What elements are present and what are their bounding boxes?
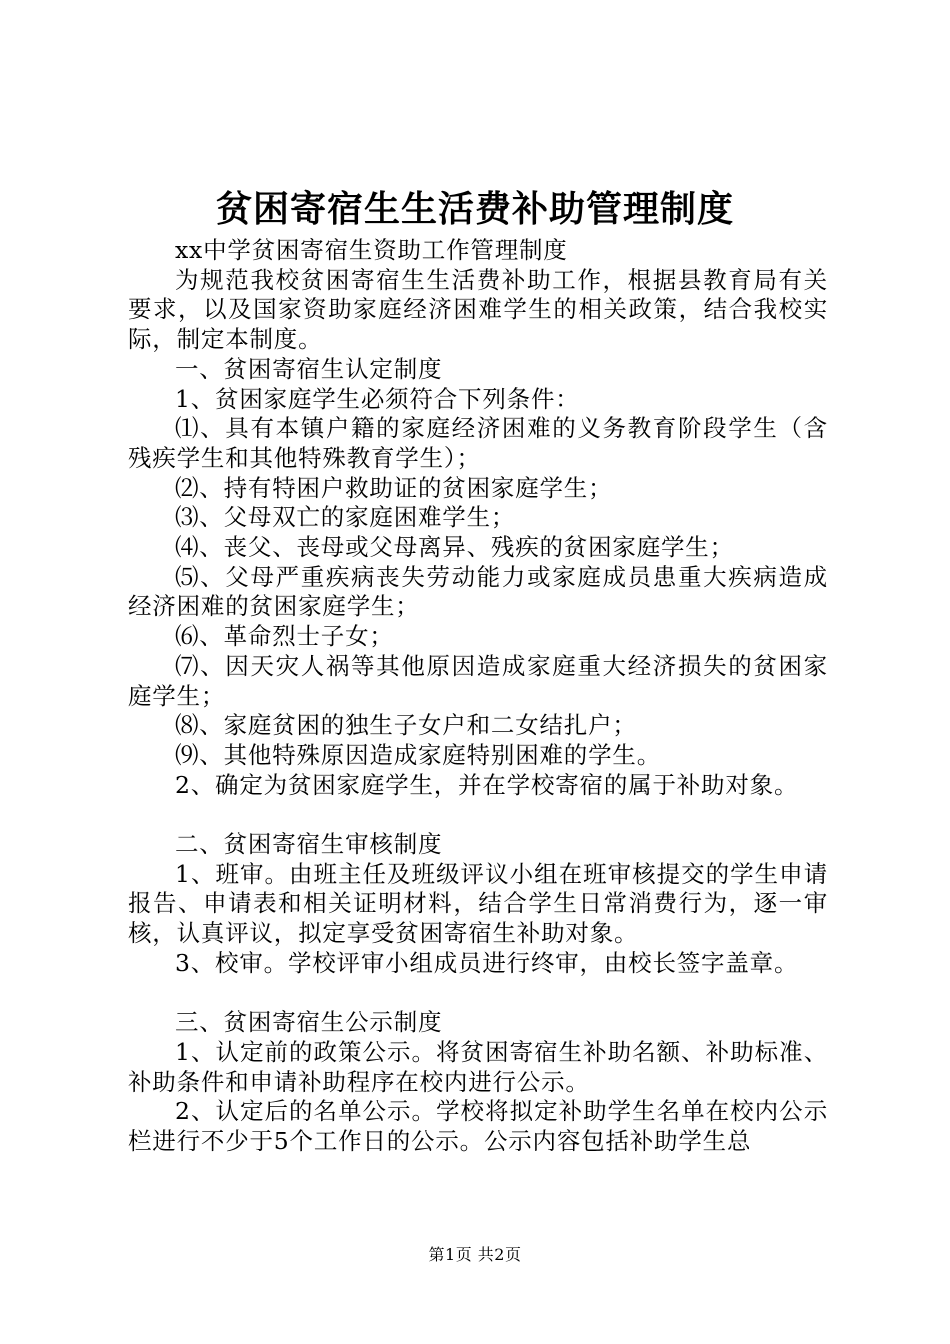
list-item: ⑷、丧父、丧母或父母离异、残疾的贫困家庭学生； xyxy=(175,533,734,562)
page-number: 第1页 共2页 xyxy=(428,1245,522,1264)
paragraph: 2、确定为贫困家庭学生，并在学校寄宿的属于补助对象。 xyxy=(175,770,799,799)
list-item: ⑶、父母双亡的家庭困难学生； xyxy=(175,503,516,532)
list-item: ⑻、家庭贫困的独生子女户和二女结扎户； xyxy=(175,711,637,740)
list-item: ⑺、因天灾人祸等其他原因造成家庭重大经济损失的贫困家庭学生； xyxy=(128,651,828,710)
paragraph: 1、贫困家庭学生必须符合下列条件： xyxy=(175,384,580,413)
paragraph: 为规范我校贫困寄宿生生活费补助工作，根据县教育局有关要求，以及国家资助家庭经济困难学生的相关政策，结合我校实际，制定本制度。 xyxy=(128,265,828,354)
list-item: ⑴、具有本镇户籍的家庭经济困难的义务教育阶段学生（含残疾学生和其他特殊教育学生）； xyxy=(128,414,828,472)
paragraph: 1、认定前的政策公示。将贫困寄宿生补助名额、补助标准、补助条件和申请补助程序在校内进行公示。 xyxy=(128,1037,828,1096)
document-body xyxy=(128,236,828,1157)
paragraph: xx中学贫困寄宿生资助工作管理制度 xyxy=(175,236,568,264)
section-heading: 三、贫困寄宿生公示制度 xyxy=(175,1008,443,1037)
paragraph: 1、班审。由班主任及班级评议小组在班审核提交的学生申请报告、申请表和相关证明材料，结合学生日常消费行为，逐一审核，认真评议，拟定享受贫困寄宿生补助对象。 xyxy=(128,859,828,948)
list-item: ⑼、其他特殊原因造成家庭特别困难的学生。 xyxy=(175,740,661,769)
paragraph: 3、校审。学校评审小组成员进行终审，由校长签字盖章。 xyxy=(175,948,799,977)
section-heading: 一、贫困寄宿生认定制度 xyxy=(175,354,443,383)
paragraph: 2、认定后的名单公示。学校将拟定补助学生名单在校内公示栏进行不少于5个工作日的公示。公示内容包括补助学生总 xyxy=(128,1097,828,1156)
list-item: ⑸、父母严重疾病丧失劳动能力或家庭成员患重大疾病造成经济困难的贫困家庭学生； xyxy=(128,562,828,621)
section-heading: 二、贫困寄宿生审核制度 xyxy=(175,830,443,859)
list-item: ⑵、持有特困户救助证的贫困家庭学生； xyxy=(175,473,613,502)
document-title: 贫困寄宿生生活费补助管理制度 xyxy=(215,188,734,230)
list-item: ⑹、革命烈士子女； xyxy=(175,622,394,651)
